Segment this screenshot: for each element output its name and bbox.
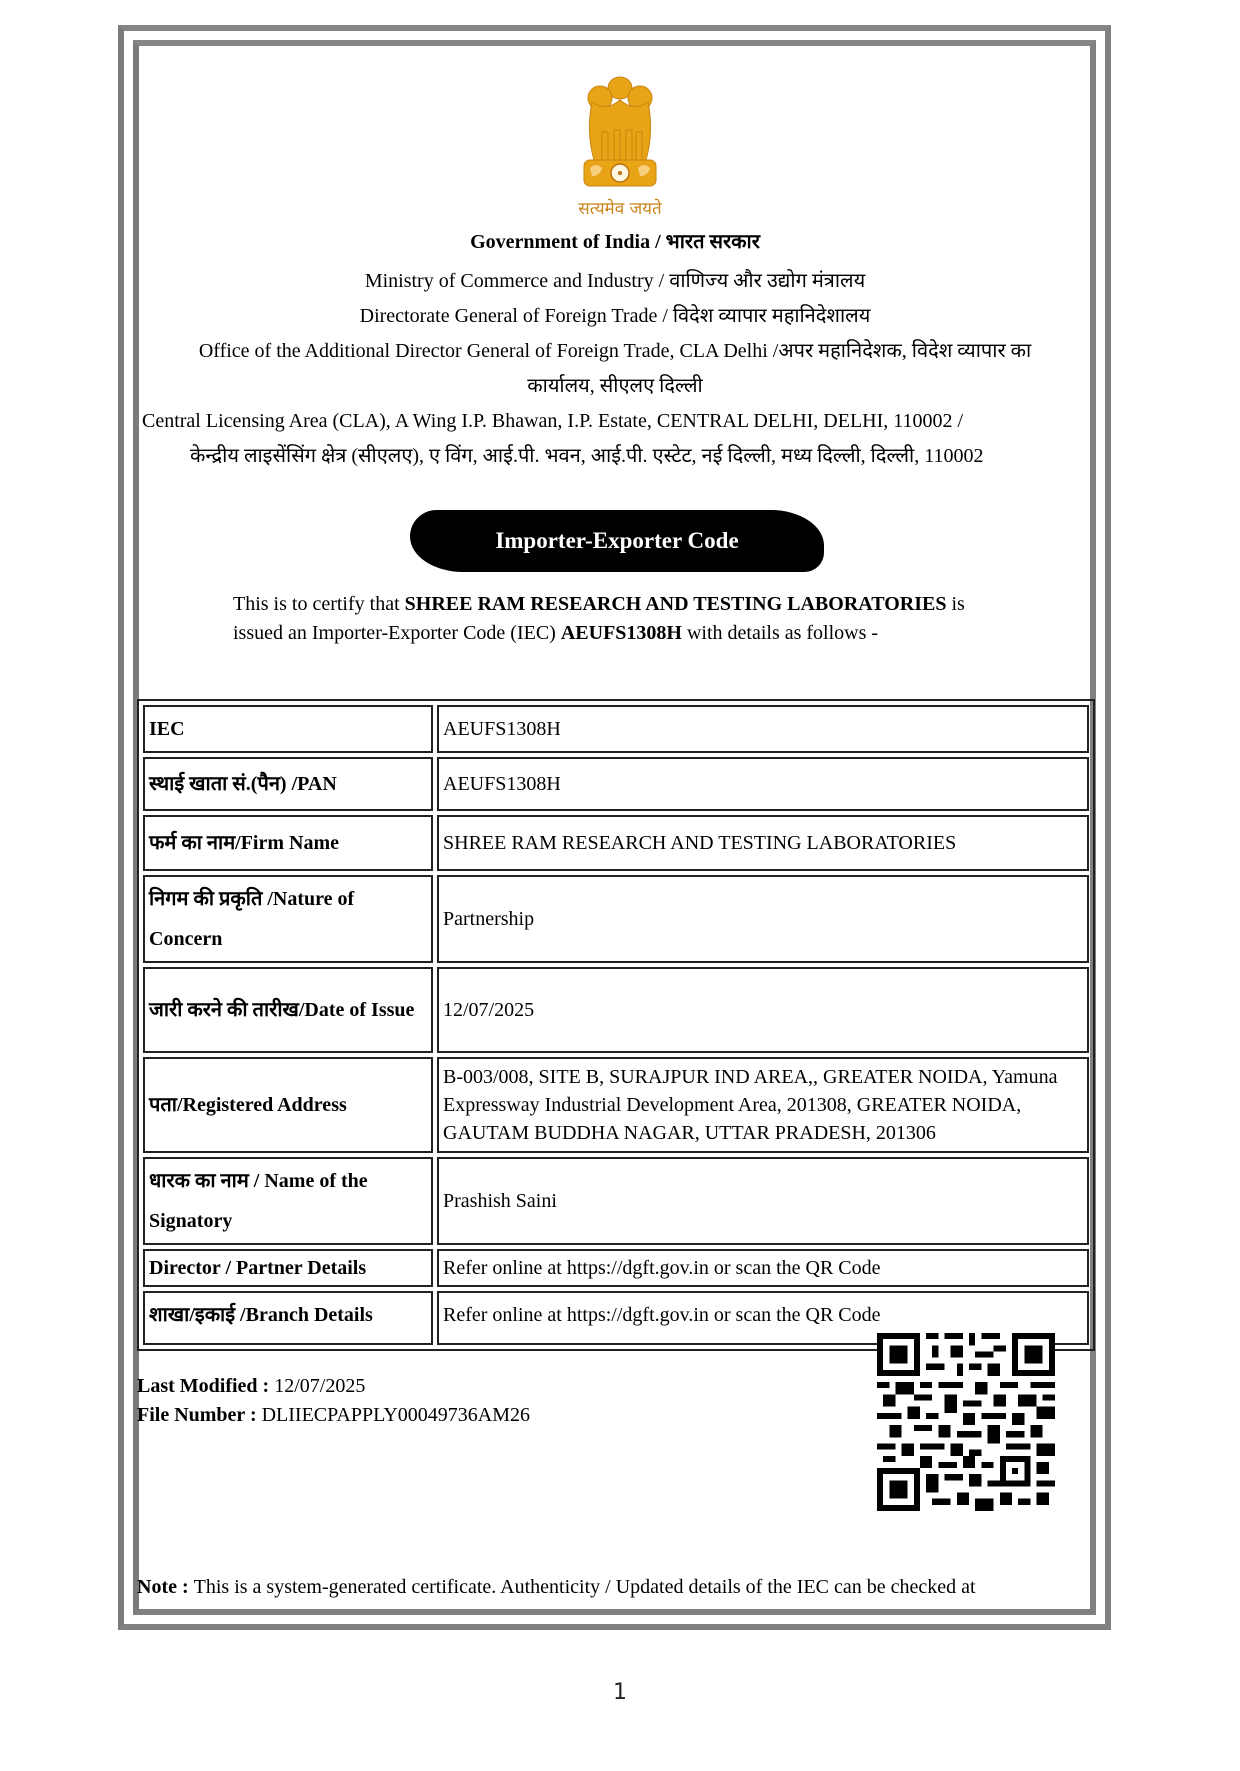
iec-details-table [137,699,1095,1351]
row-label-iec: IEC [143,705,433,753]
emblem-motto: सत्यमेव जयते [578,199,662,219]
office-line-2: कार्यालय, सीएलए दिल्ली [527,375,703,397]
row-value-date-of-issue: 12/07/2025 [437,967,1089,1053]
certificate-meta [137,1372,530,1430]
row-label-signatory: धारक का नाम / Name of the Signatory [143,1157,433,1245]
cert-suffix: with details as follows - [681,622,879,644]
table-row [143,967,1089,1053]
file-number-value: DLIIECPAPPLY00049736AM26 [261,1404,531,1426]
table-row [143,1157,1089,1245]
row-value-director-partner: Refer online at https://dgft.gov.in or scan the QR Code [437,1249,1089,1287]
cert-prefix: This is to certify that [233,593,405,615]
row-value-branch: Refer online at https://dgft.gov.in or scan the QR Code [437,1291,1089,1345]
qr-code-icon[interactable] [877,1333,1055,1511]
cert-iec: AEUFS1308H [560,622,682,644]
last-modified [137,1372,530,1401]
row-value-firm-name: SHREE RAM RESEARCH AND TESTING LABORATORIES [437,815,1089,871]
certificate-title: Importer-Exporter Code [495,528,739,553]
national-emblem-icon [572,72,668,192]
address-line-1: Central Licensing Area (CLA), A Wing I.P. Bhawan, I.P. Estate, CENTRAL DELHI, DELHI, 110002 / [142,410,964,432]
table-row [143,1249,1089,1287]
certification-statement [233,590,1003,648]
table-row [143,757,1089,811]
office-line-1: Office of the Additional Director General of Foreign Trade, CLA Delhi /अपर महानिदेशक, विदेश व्यापार का [198,340,1032,362]
table-row [143,815,1089,871]
table-row [143,875,1089,963]
cert-firm-name: SHREE RAM RESEARCH AND TESTING LABORATORIES [404,593,947,615]
row-label-date-of-issue: जारी करने की तारीख/Date of Issue [143,967,433,1053]
row-label-nature-of-concern: निगम की प्रकृति /Nature of Concern [143,875,433,963]
row-label-registered-address: पता/Registered Address [143,1057,433,1153]
file-number [137,1401,530,1430]
row-value-signatory: Prashish Saini [437,1157,1089,1245]
row-label-pan: स्थाई खाता सं.(पैन) /PAN [143,757,433,811]
page-number: 1 [613,1680,627,1705]
certificate-note [137,1574,1097,1600]
directorate-line: Directorate General of Foreign Trade / विदेश व्यापार महानिदेशालय [359,305,871,327]
last-modified-value: 12/07/2025 [274,1375,366,1397]
table-row [143,1057,1089,1153]
file-number-label: File Number : [137,1404,262,1426]
table-row [143,705,1089,753]
note-label: Note : [137,1576,194,1598]
row-value-registered-address: B-003/008, SITE B, SURAJPUR IND AREA,, GREATER NOIDA, Yamuna Expressway Industrial Development Area, 201308, GREATER NOIDA, GAUTAM BUDDHA NAGAR, UTTAR PRADESH, 201306 [437,1057,1089,1153]
certificate-title-badge [410,510,824,572]
row-value-pan: AEUFS1308H [437,757,1089,811]
cert-middle: is issued an Importer-Exporter Code (IEC) [233,593,965,644]
row-value-nature-of-concern: Partnership [437,875,1089,963]
row-label-director-partner: Director / Partner Details [143,1249,433,1287]
row-value-iec: AEUFS1308H [437,705,1089,753]
row-label-branch: शाखा/इकाई /Branch Details [143,1291,433,1345]
government-heading: Government of India / भारत सरकार [470,231,760,253]
row-label-firm-name: फर्म का नाम/Firm Name [143,815,433,871]
address-line-2: केन्द्रीय लाइसेंसिंग क्षेत्र (सीएलए), ए विंग, आई.पी. भवन, आई.पी. एस्टेट, नई दिल्ली, मध्य दिल्ली, दिल्ली, 110002 [190,445,984,467]
note-text: This is a system-generated certificate. Authenticity / Updated details of the IEC can be checked at [193,1576,976,1598]
last-modified-label: Last Modified : [137,1375,275,1397]
ministry-line: Ministry of Commerce and Industry / वाणिज्य और उद्योग मंत्रालय [364,270,866,292]
